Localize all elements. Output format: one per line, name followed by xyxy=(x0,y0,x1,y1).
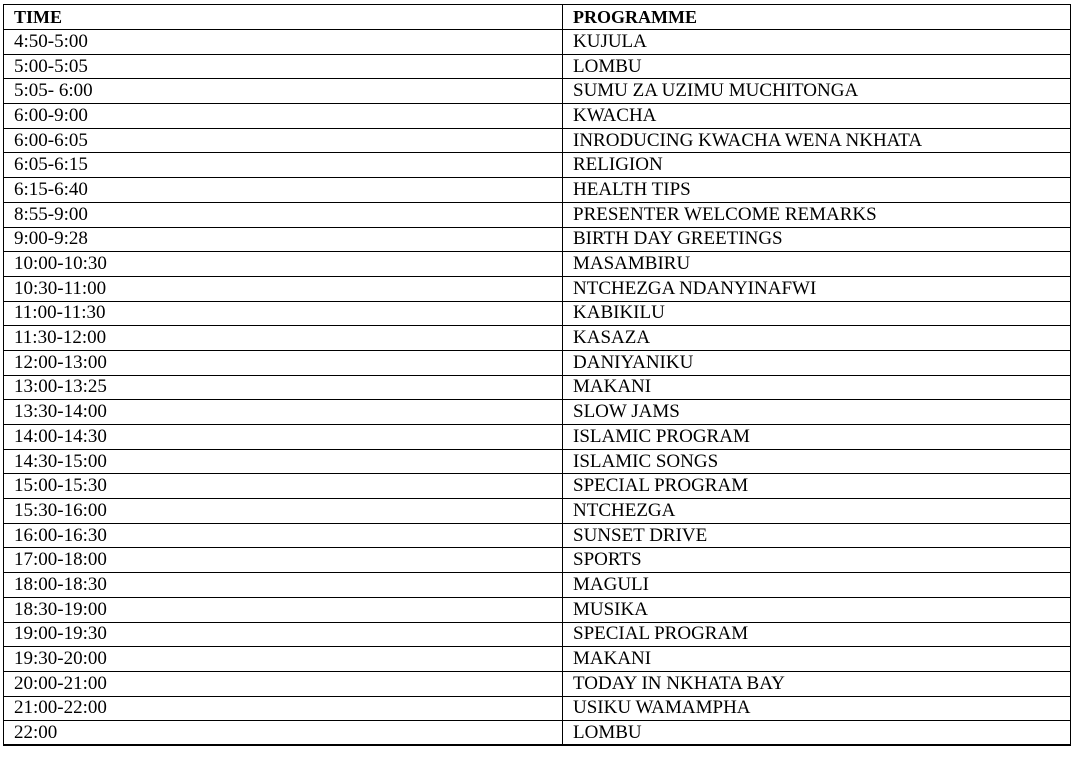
table-row xyxy=(4,350,1071,375)
table-row xyxy=(4,548,1071,573)
programme-cell: NTCHEZGA xyxy=(563,499,1071,524)
programme-cell: ISLAMIC SONGS xyxy=(563,449,1071,474)
time-cell: 6:00-9:00 xyxy=(4,104,563,129)
table-row xyxy=(4,696,1071,721)
time-cell: 5:00-5:05 xyxy=(4,54,563,79)
time-cell: 15:30-16:00 xyxy=(4,499,563,524)
time-cell: 19:00-19:30 xyxy=(4,622,563,647)
table-row xyxy=(4,400,1071,425)
programme-cell: SPECIAL PROGRAM xyxy=(563,474,1071,499)
programme-cell: HEALTH TIPS xyxy=(563,178,1071,203)
table-row xyxy=(4,202,1071,227)
time-cell: 13:30-14:00 xyxy=(4,400,563,425)
table-row xyxy=(4,721,1071,746)
table-row xyxy=(4,128,1071,153)
table-body xyxy=(4,30,1071,746)
time-cell: 19:30-20:00 xyxy=(4,647,563,672)
time-cell: 21:00-22:00 xyxy=(4,696,563,721)
time-cell: 15:00-15:30 xyxy=(4,474,563,499)
programme-schedule-table xyxy=(3,4,1071,746)
table-row xyxy=(4,54,1071,79)
programme-cell: MAGULI xyxy=(563,573,1071,598)
table-row xyxy=(4,597,1071,622)
time-cell: 4:50-5:00 xyxy=(4,30,563,55)
time-cell: 6:05-6:15 xyxy=(4,153,563,178)
time-cell: 6:00-6:05 xyxy=(4,128,563,153)
table-row xyxy=(4,252,1071,277)
programme-cell: ISLAMIC PROGRAM xyxy=(563,425,1071,450)
programme-cell: NTCHEZGA NDANYINAFWI xyxy=(563,276,1071,301)
time-cell: 22:00 xyxy=(4,721,563,746)
time-cell: 20:00-21:00 xyxy=(4,671,563,696)
table-row xyxy=(4,276,1071,301)
time-cell: 10:30-11:00 xyxy=(4,276,563,301)
table-row xyxy=(4,178,1071,203)
programme-cell: KUJULA xyxy=(563,30,1071,55)
time-cell: 10:00-10:30 xyxy=(4,252,563,277)
programme-cell: KWACHA xyxy=(563,104,1071,129)
time-cell: 12:00-13:00 xyxy=(4,350,563,375)
programme-cell: KABIKILU xyxy=(563,301,1071,326)
programme-cell: KASAZA xyxy=(563,326,1071,351)
time-cell: 8:55-9:00 xyxy=(4,202,563,227)
programme-cell: SLOW JAMS xyxy=(563,400,1071,425)
table-row xyxy=(4,30,1071,55)
table-row xyxy=(4,326,1071,351)
table-row xyxy=(4,449,1071,474)
table-row xyxy=(4,375,1071,400)
programme-cell: BIRTH DAY GREETINGS xyxy=(563,227,1071,252)
programme-cell: PRESENTER WELCOME REMARKS xyxy=(563,202,1071,227)
programme-cell: MUSIKA xyxy=(563,597,1071,622)
table-row xyxy=(4,573,1071,598)
programme-cell: DANIYANIKU xyxy=(563,350,1071,375)
time-cell: 9:00-9:28 xyxy=(4,227,563,252)
programme-cell: MAKANI xyxy=(563,375,1071,400)
programme-cell: SPECIAL PROGRAM xyxy=(563,622,1071,647)
table-row xyxy=(4,671,1071,696)
table-row xyxy=(4,79,1071,104)
time-cell: 16:00-16:30 xyxy=(4,523,563,548)
header-programme: PROGRAMME xyxy=(563,5,1071,30)
programme-cell: SPORTS xyxy=(563,548,1071,573)
table-row xyxy=(4,104,1071,129)
table-row xyxy=(4,622,1071,647)
header-time: TIME xyxy=(4,5,563,30)
table-row xyxy=(4,523,1071,548)
table-row xyxy=(4,227,1071,252)
time-cell: 6:15-6:40 xyxy=(4,178,563,203)
programme-cell: RELIGION xyxy=(563,153,1071,178)
programme-cell: SUMU ZA UZIMU MUCHITONGA xyxy=(563,79,1071,104)
table-row xyxy=(4,647,1071,672)
programme-cell: INRODUCING KWACHA WENA NKHATA xyxy=(563,128,1071,153)
time-cell: 18:30-19:00 xyxy=(4,597,563,622)
time-cell: 17:00-18:00 xyxy=(4,548,563,573)
time-cell: 14:00-14:30 xyxy=(4,425,563,450)
table-header xyxy=(4,5,1071,30)
programme-cell: MAKANI xyxy=(563,647,1071,672)
programme-cell: LOMBU xyxy=(563,721,1071,746)
table-row xyxy=(4,425,1071,450)
time-cell: 11:30-12:00 xyxy=(4,326,563,351)
programme-cell: TODAY IN NKHATA BAY xyxy=(563,671,1071,696)
time-cell: 18:00-18:30 xyxy=(4,573,563,598)
header-row xyxy=(4,5,1071,30)
table-row xyxy=(4,474,1071,499)
time-cell: 13:00-13:25 xyxy=(4,375,563,400)
time-cell: 14:30-15:00 xyxy=(4,449,563,474)
programme-cell: MASAMBIRU xyxy=(563,252,1071,277)
table-row xyxy=(4,301,1071,326)
time-cell: 11:00-11:30 xyxy=(4,301,563,326)
table-row xyxy=(4,499,1071,524)
table-row xyxy=(4,153,1071,178)
programme-cell: LOMBU xyxy=(563,54,1071,79)
programme-cell: USIKU WAMAMPHA xyxy=(563,696,1071,721)
time-cell: 5:05- 6:00 xyxy=(4,79,563,104)
programme-cell: SUNSET DRIVE xyxy=(563,523,1071,548)
